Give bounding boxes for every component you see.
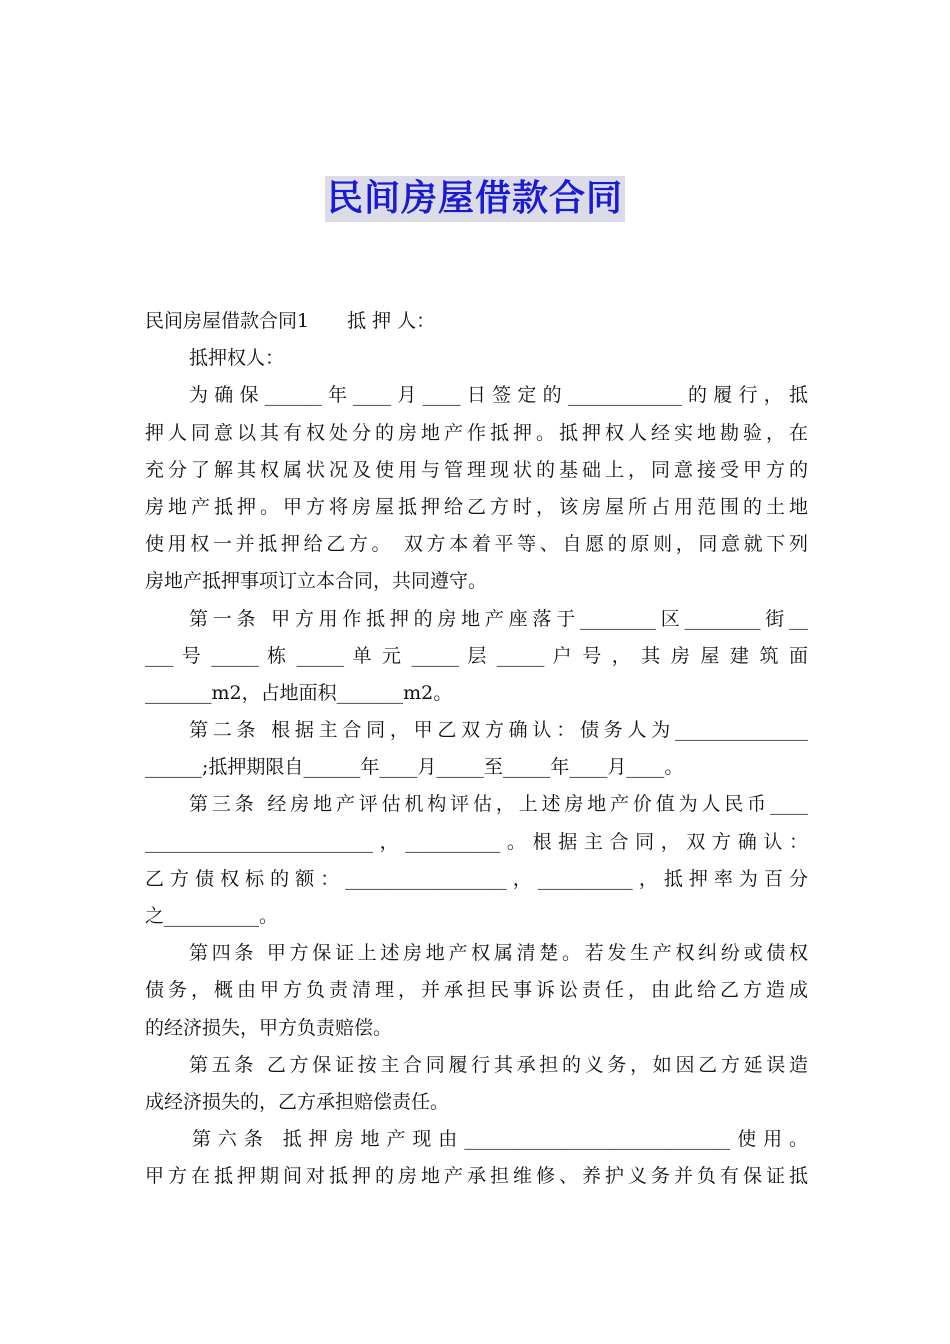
text-line: 乙方债权标的额：_________________，__________，抵押率为百分 (145, 867, 808, 890)
text-line: ______;抵押期限自______年____月_____至_____年____月____。 (145, 756, 684, 779)
text-line: 抵押权人： (189, 347, 285, 370)
text-line: ________________________，__________。根据主合同，双方确认： (145, 830, 808, 853)
text-line: 第五条 乙方保证按主合同履行其承担的义务，如因乙方延误造 (189, 1053, 808, 1076)
text-line: 使用权一并抵押给乙方。 双方本着平等、自愿的原则，同意就下列 (145, 533, 808, 556)
document-body (145, 303, 808, 1196)
text-line: 第三条 经房地产评估机构评估，上述房地产价值为人民币____ (189, 793, 808, 816)
text-line: 押人同意以其有权处分的房地产作抵押。抵押权人经实地勘验，在 (145, 421, 808, 444)
text-line: 的经济损失，甲方负责赔偿。 (145, 1016, 393, 1039)
text-line: 充分了解其权属状况及使用与管理现状的基础上，同意接受甲方的 (145, 458, 808, 481)
text-line: ___ 号 _____ 栋 _____ 单 元 _____ 层 _____ 户 号 ， 其 房 屋 建 筑 面 (145, 644, 808, 667)
text-line: 第二条 根据主合同，甲乙双方确认：债务人为______________ (189, 719, 808, 742)
text-line: 之__________。 (145, 905, 279, 927)
title-wrap (0, 176, 950, 222)
text-line: 房地产抵押。甲方将房屋抵押给乙方时，该房屋所占用范围的土地 (145, 495, 808, 518)
text-line: _______m2，占地面积_______m2。 (145, 681, 453, 704)
text-line: 甲方在抵押期间对抵押的房地产承担维修、养护义务并负有保证抵 (145, 1165, 808, 1188)
text-line: 为确保______年____月____日签定的____________的履行，抵 (189, 384, 808, 407)
text-line: 房地产抵押事项订立本合同，共同遵守。 (145, 570, 488, 593)
text-line: 第六条 抵押房地产现由____________________________使用。 (192, 1128, 808, 1151)
text-line: 成经济损失的，乙方承担赔偿责任。 (145, 1090, 450, 1113)
text-line: 民间房屋借款合同1 抵 押 人： (145, 310, 436, 332)
text-line: 第一条 甲方用作抵押的房地产座落于________区________街__ (189, 607, 808, 630)
text-line: 第四条 甲方保证上述房地产权属清楚。若发生产权纠纷或债权 (189, 942, 808, 965)
text-line: 债务，概由甲方负责清理，并承担民事诉讼责任，由此给乙方造成 (145, 979, 808, 1002)
document-title: 民间房屋借款合同 (325, 176, 625, 222)
